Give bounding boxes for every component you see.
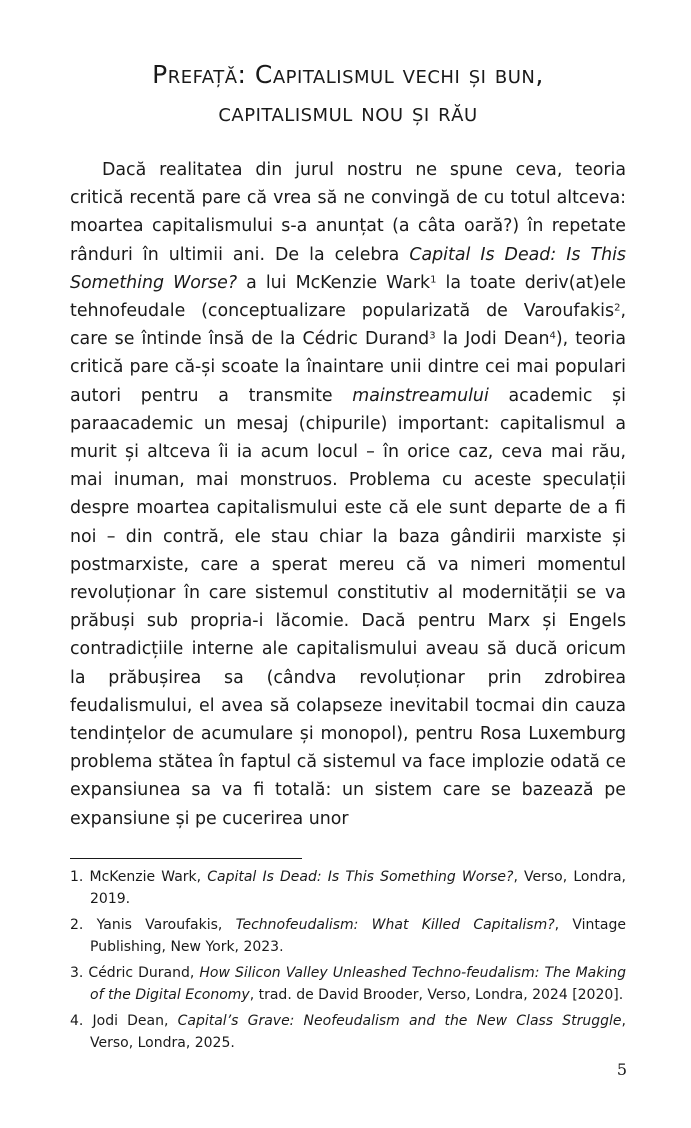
footnote-publisher: , Verso, Londra, 2019. bbox=[90, 869, 627, 907]
footnote-number: 2. bbox=[70, 917, 84, 933]
body-paragraph bbox=[70, 156, 626, 833]
emphasis-italic: mainstreamului bbox=[352, 385, 489, 406]
footnote-number: 4. bbox=[70, 1013, 84, 1029]
footnote-title: Capital’s Grave: Neofeudalism and the New Class Struggle bbox=[177, 1013, 622, 1029]
body-text-segment: la Jodi Dean bbox=[435, 329, 550, 350]
footnote-publisher: , Verso, Londra, 2025. bbox=[90, 1013, 626, 1051]
footnote-1 bbox=[70, 866, 626, 910]
footnote-author: Yanis Varoufakis, bbox=[83, 917, 236, 933]
footnote-4 bbox=[70, 1010, 626, 1054]
footnote-ref-1[interactable]: 1 bbox=[430, 274, 437, 286]
body-text-segment: ), teoria critică pare că-și scoate la înaintare unii dintre cei mai populari autori pentru a transmite bbox=[70, 329, 627, 406]
book-title-italic: Capital Is Dead: Is This Something Worse? bbox=[70, 244, 626, 293]
footnote-author: Cédric Durand, bbox=[83, 965, 200, 981]
chapter-title-line-1: Prefață: Capitalismul vechi și bun, bbox=[152, 60, 544, 89]
footnote-title: Technofeudalism: What Killed Capitalism? bbox=[235, 917, 555, 933]
footnote-author: McKenzie Wark, bbox=[83, 869, 208, 885]
body-text-segment: Dacă realitatea din jurul nostru ne spune ceva, teoria critică recentă pare că vrea să ne convingă de cu totul altceva: moartea capitalismului s-a anunțat (a câta oară?) în repetate rânduri în ultimii ani. De la celebra bbox=[70, 160, 626, 265]
body-text-segment: a lui McKenzie Wark bbox=[237, 272, 431, 293]
footnotes-list bbox=[70, 866, 626, 1058]
footnote-author: Jodi Dean, bbox=[83, 1013, 178, 1029]
footnote-publisher: , Vintage Publishing, New York, 2023. bbox=[90, 917, 626, 955]
page-number: 5 bbox=[616, 1060, 627, 1079]
footnote-ref-3[interactable]: 3 bbox=[429, 330, 436, 342]
footnote-divider bbox=[70, 858, 302, 859]
footnote-title: Capital Is Dead: Is This Something Worse? bbox=[207, 869, 514, 885]
footnote-number: 1. bbox=[70, 869, 84, 885]
body-text-segment: la toate deriv(at)ele tehnofeudale (conceptualizare popularizată de Varoufakis bbox=[70, 272, 626, 322]
footnote-2 bbox=[70, 914, 626, 958]
footnote-ref-4[interactable]: 4 bbox=[549, 330, 556, 342]
footnote-ref-2[interactable]: 2 bbox=[614, 302, 621, 314]
footnote-number: 3. bbox=[70, 965, 84, 981]
chapter-title-line-2: capitalismul nou și rău bbox=[218, 98, 478, 127]
footnote-title: How Silicon Valley Unleashed Techno-feudalism: The Making of the Digital Economy bbox=[90, 965, 626, 1003]
footnote-publisher: , trad. de David Brooder, Verso, Londra, 2024 [2020]. bbox=[249, 987, 624, 1003]
body-text-segment: , care se întinde însă de la Cédric Durand bbox=[70, 301, 626, 350]
chapter-title bbox=[70, 56, 626, 132]
body-text-segment: academic și paraacademic un mesaj (chipurile) important: capitalismul a murit și altceva îi ia acum locul – în orice caz, ceva mai rău, mai inuman, mai monstruos. Problema cu aceste speculații despre moartea capitalismului este că ele sunt departe de a fi noi – din contră, ele stau chiar la baza gândirii marxiste și postmarxiste, care a sperat mereu că va nimeri momentul revoluționar în care sistemul constitutiv al modernității se va prăbuși sub propria-i lăcomie. Dacă pentru Marx și Engels contradicțiile interne ale capitalismului aveau să ducă oricum la prăbușirea sa (cândva revoluționar prin zdrobirea feudalismului, el avea să colapseze inevitabil tocmai din cauza tendințelor de acumulare și monopol), pentru Rosa Luxemburg problema stătea în faptul că sistemul va face implozie odată ce expansiunea sa va fi totală: un sistem care se bazează pe expansiune și pe cucerirea unor bbox=[70, 385, 626, 829]
footnote-3 bbox=[70, 962, 626, 1006]
